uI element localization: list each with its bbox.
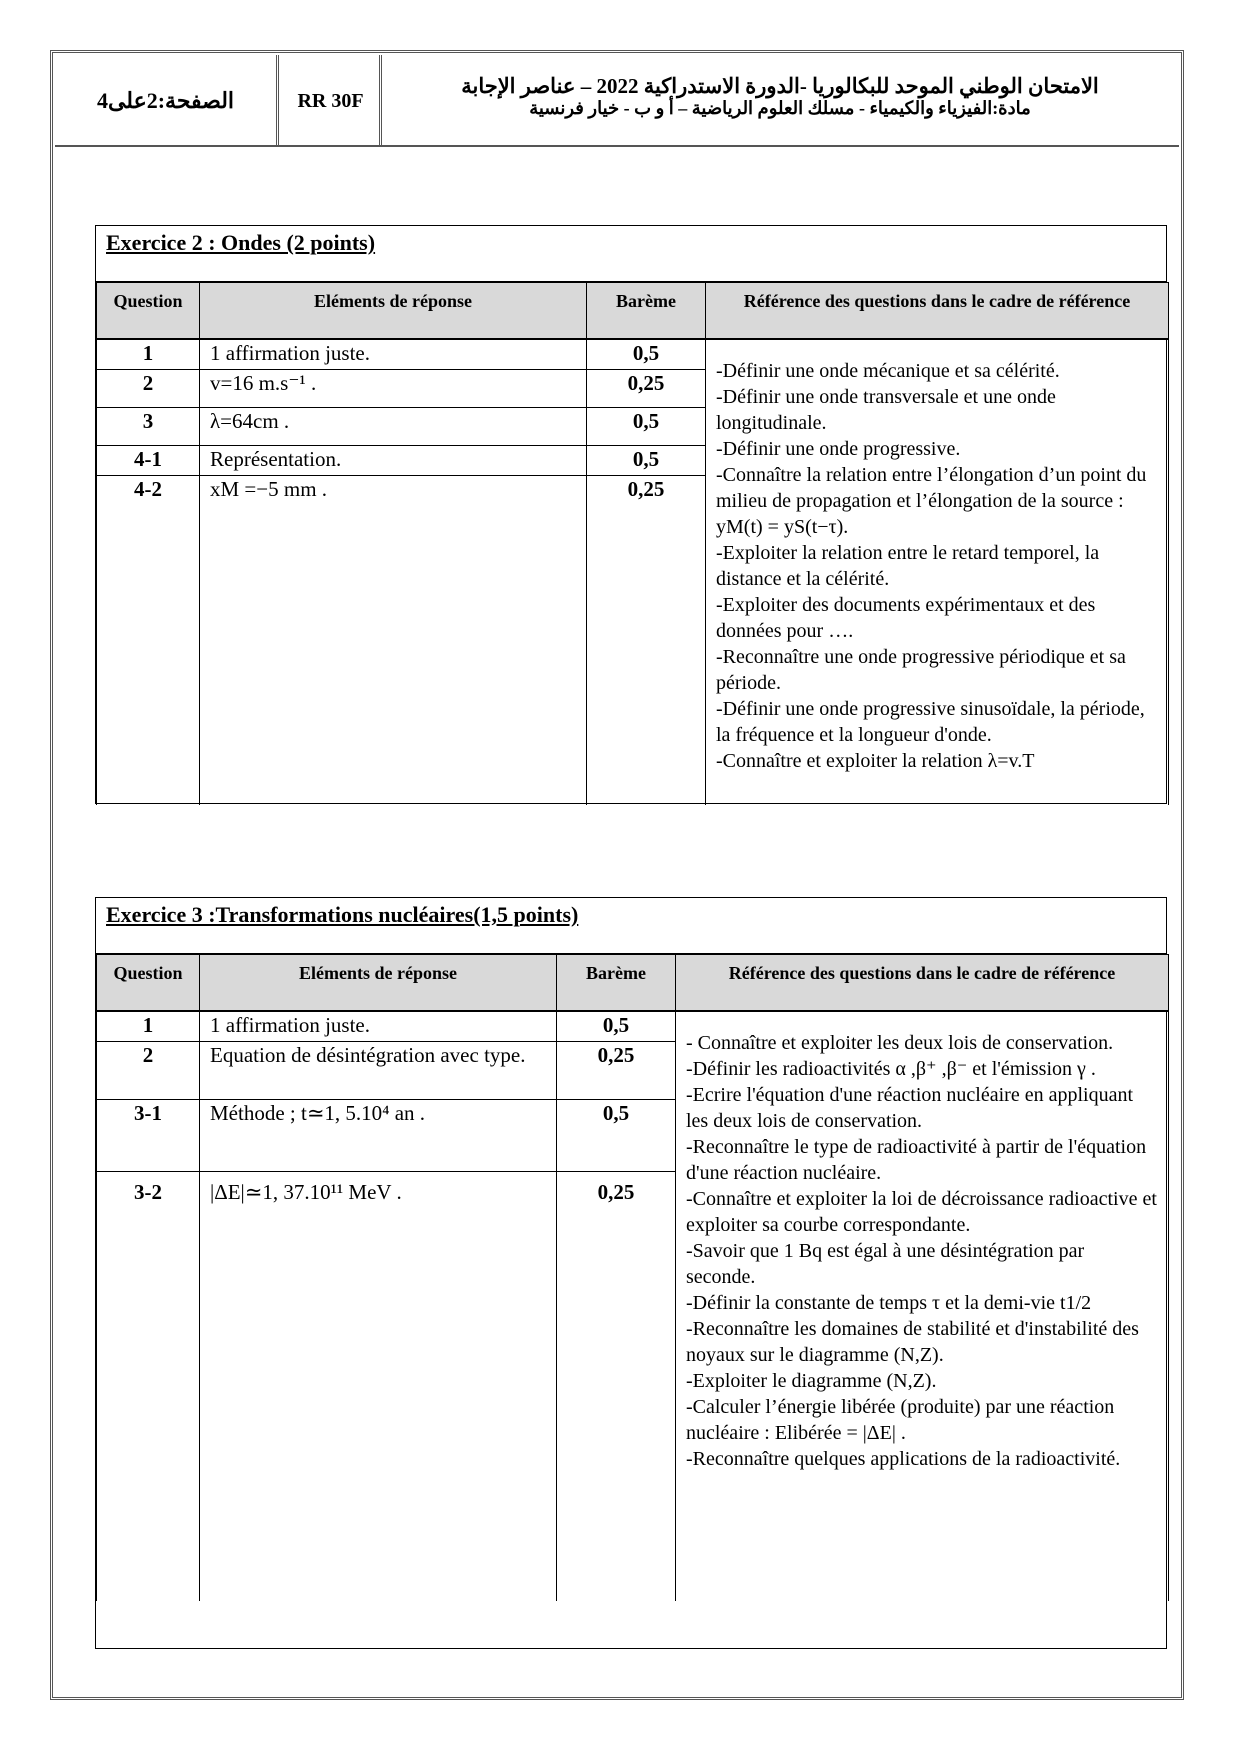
exam-code: RR 30F bbox=[282, 55, 382, 147]
question-number: 3 bbox=[97, 407, 200, 445]
exercise2-table bbox=[95, 225, 1167, 804]
reference-item: -Exploiter la relation entre le retard temporel, la distance et la célérité. bbox=[716, 542, 1100, 590]
col-elements: Eléments de réponse bbox=[200, 283, 587, 340]
col-question: Question bbox=[97, 283, 200, 340]
score: 0,5 bbox=[587, 445, 706, 475]
score: 0,25 bbox=[587, 369, 706, 407]
question-number: 4-1 bbox=[97, 445, 200, 475]
reference-item: -Reconnaître les domaines de stabilité et d'instabilité des noyaux sur le diagramme (N,Z). bbox=[686, 1318, 1139, 1366]
exam-title bbox=[385, 55, 1175, 147]
exercise3-grid bbox=[96, 954, 1169, 1601]
score: 0,5 bbox=[557, 1011, 676, 1041]
reference-item: -Connaître la relation entre l’élongation d’un point du milieu de propagation et l’élongation de la source : yM(t) = yS(t−τ). bbox=[716, 464, 1147, 538]
reference-item: -Définir une onde progressive sinusoïdale, la période, la fréquence et la longueur d'onde. bbox=[716, 698, 1145, 746]
question-number: 3-1 bbox=[97, 1099, 200, 1171]
col-bareme: Barème bbox=[557, 955, 676, 1012]
reference-item: -Reconnaître une onde progressive périodique et sa période. bbox=[716, 646, 1126, 694]
reference-item: -Calculer l’énergie libérée (produite) par une réaction nucléaire : Elibérée = |ΔE| . bbox=[686, 1396, 1115, 1444]
reference-item: -Savoir que 1 Bq est égal à une désintégration par seconde. bbox=[686, 1240, 1085, 1288]
score: 0,5 bbox=[557, 1099, 676, 1171]
reference-item: -Connaître et exploiter la loi de décroissance radioactive et exploiter sa courbe correspondante. bbox=[686, 1188, 1157, 1236]
question-number: 2 bbox=[97, 369, 200, 407]
answer-element: Méthode ; t≃1, 5.10⁴ an . bbox=[200, 1099, 557, 1171]
reference-item: -Définir une onde transversale et une onde longitudinale. bbox=[716, 386, 1056, 434]
score: 0,25 bbox=[557, 1041, 676, 1099]
col-bareme: Barème bbox=[587, 283, 706, 340]
question-number: 4-2 bbox=[97, 475, 200, 505]
question-number: 1 bbox=[97, 339, 200, 369]
answer-element: 1 affirmation juste. bbox=[200, 1011, 557, 1041]
col-question: Question bbox=[97, 955, 200, 1012]
reference-item: -Reconnaître le type de radioactivité à partir de l'équation d'une réaction nucléaire. bbox=[686, 1136, 1147, 1184]
answer-element: xM =−5 mm . bbox=[200, 475, 587, 505]
reference-list bbox=[676, 1011, 1169, 1601]
page-number: الصفحة:2على4 bbox=[55, 55, 279, 147]
reference-item: -Définir la constante de temps τ et la demi-vie t1/2 bbox=[686, 1292, 1092, 1314]
page-header bbox=[55, 55, 1179, 147]
answer-element: |ΔE|≃1, 37.10¹¹ MeV . bbox=[200, 1171, 557, 1211]
question-number: 3-2 bbox=[97, 1171, 200, 1211]
reference-item: - Connaître et exploiter les deux lois de conservation. bbox=[686, 1032, 1114, 1054]
answer-element: 1 affirmation juste. bbox=[200, 339, 587, 369]
exam-title-line1: الامتحان الوطني الموحد للبكالوريا -الدورة الاستدراكية 2022 – عناصر الإجابة bbox=[461, 74, 1099, 98]
question-number: 2 bbox=[97, 1041, 200, 1099]
question-number: 1 bbox=[97, 1011, 200, 1041]
exercise2-title: Exercice 2 : Ondes (2 points) bbox=[96, 226, 1166, 282]
exercise3-title: Exercice 3 :Transformations nucléaires(1,5 points) bbox=[96, 898, 1166, 954]
col-reference: Référence des questions dans le cadre de référence bbox=[676, 955, 1169, 1012]
score: 0,25 bbox=[587, 475, 706, 505]
reference-item: -Définir une onde mécanique et sa célérité. bbox=[716, 360, 1060, 382]
answer-element: Représentation. bbox=[200, 445, 587, 475]
score: 0,5 bbox=[587, 407, 706, 445]
col-reference: Référence des questions dans le cadre de référence bbox=[706, 283, 1169, 340]
exercise3-table bbox=[95, 897, 1167, 1649]
col-elements: Eléments de réponse bbox=[200, 955, 557, 1012]
reference-item: -Définir une onde progressive. bbox=[716, 438, 961, 460]
reference-list bbox=[706, 339, 1169, 805]
score: 0,25 bbox=[557, 1171, 676, 1211]
answer-element: v=16 m.s⁻¹ . bbox=[200, 369, 587, 407]
reference-item: -Ecrire l'équation d'une réaction nucléaire en appliquant les deux lois de conservation. bbox=[686, 1084, 1134, 1132]
score: 0,5 bbox=[587, 339, 706, 369]
exercise2-grid bbox=[96, 282, 1169, 805]
reference-item: -Définir les radioactivités α ,β⁺ ,β⁻ et l'émission γ . bbox=[686, 1058, 1096, 1080]
reference-item: -Exploiter des documents expérimentaux et des données pour …. bbox=[716, 594, 1096, 642]
reference-item: -Connaître et exploiter la relation λ=v.T bbox=[716, 750, 1035, 772]
answer-element: Equation de désintégration avec type. bbox=[200, 1041, 557, 1099]
answer-element: λ=64cm . bbox=[200, 407, 587, 445]
reference-item: -Exploiter le diagramme (N,Z). bbox=[686, 1370, 937, 1392]
exam-title-line2: مادة:الفيزياء والكيمياء - مسلك العلوم الرياضية – أ و ب - خيار فرنسية bbox=[529, 98, 1031, 118]
reference-item: -Reconnaître quelques applications de la radioactivité. bbox=[686, 1448, 1121, 1470]
